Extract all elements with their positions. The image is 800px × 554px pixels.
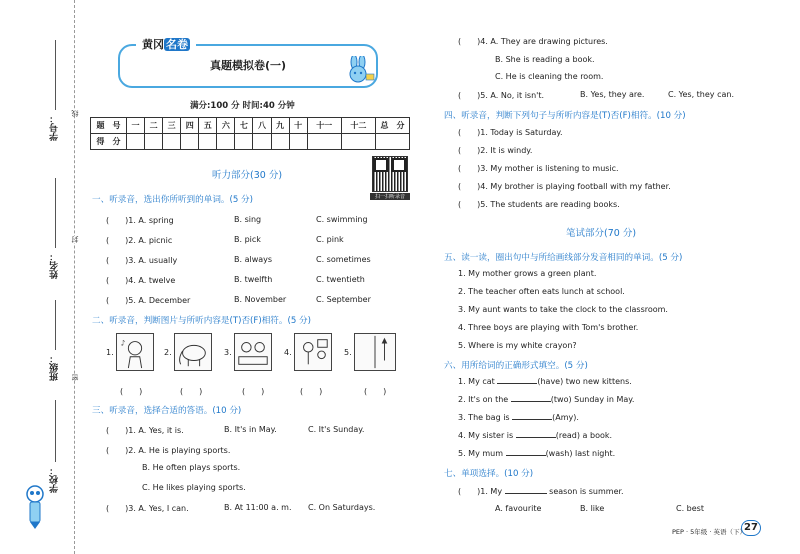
- s4-item-2: ( )2. It is windy.: [458, 146, 533, 155]
- page-number: 27: [741, 520, 761, 536]
- s3-q3-c: C. On Saturdays.: [308, 503, 376, 512]
- s6-item-3-post: (Amy).: [552, 413, 579, 422]
- svg-text:♪: ♪: [120, 338, 126, 348]
- s3-q3-a: ( )3. A. Yes, I can.: [106, 504, 189, 513]
- score-row-label: 得 分: [91, 134, 127, 150]
- class-label: 班级：: [49, 354, 60, 381]
- school-underline: [55, 400, 56, 462]
- score-cell: 十一: [307, 118, 341, 134]
- s7-q1: [458, 486, 624, 497]
- school-label: 学校：: [49, 466, 60, 493]
- seal-char-seal: 封: [71, 236, 79, 243]
- writing-section-title: 笔试部分(70 分): [566, 228, 637, 239]
- s5-item-4: 4. Three boys are playing with Tom's brother.: [458, 323, 639, 332]
- score-table: [90, 117, 410, 150]
- s2-num-2: 2.: [164, 348, 172, 357]
- s2-picture-4-basketball: [294, 333, 332, 371]
- s1-q1-c: C. swimming: [316, 215, 368, 224]
- s3-q5-a: ( )5. A. No, it isn't.: [458, 91, 545, 100]
- name-underline: [55, 178, 56, 248]
- s3-q4-b: B. She is reading a book.: [495, 55, 595, 64]
- s5-item-1: 1. My mother grows a green plant.: [458, 269, 597, 278]
- score-input-cell[interactable]: [235, 134, 253, 150]
- score-cell: 九: [271, 118, 289, 134]
- s6-item-5-post: (wash) last night.: [545, 449, 616, 458]
- score-cell: 总 分: [376, 118, 410, 134]
- s6-item-1-post: (have) two new kittens.: [537, 377, 632, 386]
- name-label: 姓名：: [49, 252, 60, 279]
- s7-q1-c: C. best: [676, 504, 704, 513]
- s2-picture-1-girl-music: [116, 333, 154, 371]
- score-cell: 五: [199, 118, 217, 134]
- s6-item-3-blank[interactable]: [512, 419, 552, 420]
- s6-item-2-pre: 2. It's on the: [458, 395, 511, 404]
- s6-item-2: [458, 395, 634, 404]
- qr-code-icon[interactable]: [372, 156, 408, 192]
- s1-q5-a: ( )5. A. December: [106, 296, 191, 305]
- s1-q5-b: B. November: [234, 295, 287, 304]
- s3-q4-c: C. He is cleaning the room.: [495, 72, 604, 81]
- s3-q1-c: C. It's Sunday.: [308, 425, 365, 434]
- s7-q1-a: A. favourite: [495, 504, 542, 513]
- score-input-cell[interactable]: [181, 134, 199, 150]
- score-input-cell[interactable]: [145, 134, 163, 150]
- logo-text-1: 黄冈: [142, 38, 164, 51]
- score-input-cell[interactable]: [376, 134, 410, 150]
- score-cell: 六: [217, 118, 235, 134]
- s1-q2-b: B. pick: [234, 235, 261, 244]
- score-cell: 四: [181, 118, 199, 134]
- section-4-title: 四、听录音，判断下列句子与所听内容是(T)否(F)相符。(10 分): [444, 111, 686, 121]
- s1-q3-c: C. sometimes: [316, 255, 371, 264]
- section-3-title: 三、听录音，选择合适的答语。(10 分): [92, 406, 242, 416]
- seal-char-secret: 密: [71, 374, 79, 381]
- score-table-score-row: [91, 134, 410, 150]
- s3-q1-b: B. It's in May.: [224, 425, 277, 434]
- class-underline: [55, 300, 56, 350]
- score-time-info: 满分:100 分 时间:40 分钟: [190, 101, 295, 111]
- s2-picture-5-door: [354, 333, 396, 371]
- s4-item-5: ( )5. The students are reading books.: [458, 200, 620, 209]
- s5-item-5: 5. Where is my white crayon?: [458, 341, 577, 350]
- s6-item-5: [458, 449, 615, 458]
- s2-num-5: 5.: [344, 348, 352, 357]
- s6-item-2-blank[interactable]: [511, 401, 551, 402]
- score-cell: 十二: [341, 118, 375, 134]
- s6-item-2-post: (two) Sunday in May.: [550, 395, 635, 404]
- qr-caption: 扫一扫听录音: [370, 193, 410, 200]
- paper-title: 真题模拟卷(一): [209, 59, 287, 72]
- score-input-cell[interactable]: [163, 134, 181, 150]
- s1-q5-c: C. September: [316, 295, 371, 304]
- s3-q2-b: B. He often plays sports.: [142, 463, 241, 472]
- s4-item-3: ( )3. My mother is listening to music.: [458, 164, 619, 173]
- s7-q1-blank[interactable]: [505, 493, 547, 494]
- s2-answer-4[interactable]: ( ): [300, 387, 323, 396]
- s6-item-1: [458, 377, 632, 386]
- seal-char-line: 线: [71, 110, 79, 117]
- s2-answer-3[interactable]: ( ): [242, 387, 265, 396]
- s1-q2-c: C. pink: [316, 235, 344, 244]
- s2-answer-1[interactable]: ( ): [120, 387, 143, 396]
- s1-q1-b: B. sing: [234, 215, 262, 224]
- s3-q1-a: ( )1. A. Yes, it is.: [106, 426, 184, 435]
- listening-section-title: 听力部分(30 分): [212, 170, 283, 181]
- logo-text-2: 名卷: [166, 38, 188, 51]
- s2-answer-5[interactable]: ( ): [364, 387, 387, 396]
- footer-label: PEP · 5年级 · 英语（下）: [672, 528, 746, 536]
- number-field: [48, 40, 62, 141]
- score-cell: 二: [145, 118, 163, 134]
- binding-dashed-line: [74, 0, 75, 554]
- s6-item-3: [458, 413, 579, 422]
- s7-q1-b: B. like: [580, 504, 605, 513]
- brand-logo: [136, 36, 196, 54]
- s2-num-3: 3.: [224, 348, 232, 357]
- s1-q2-a: ( )2. A. picnic: [106, 236, 173, 245]
- s6-item-5-pre: 5. My mum: [458, 449, 506, 458]
- s2-answer-2[interactable]: ( ): [180, 387, 203, 396]
- score-cell: 三: [163, 118, 181, 134]
- s3-q5-b: B. Yes, they are.: [580, 90, 645, 99]
- s6-item-1-blank[interactable]: [497, 383, 537, 384]
- score-input-cell[interactable]: [289, 134, 307, 150]
- score-cell: 十: [289, 118, 307, 134]
- s1-q4-c: C. twentieth: [316, 275, 365, 284]
- score-input-cell[interactable]: [127, 134, 145, 150]
- s5-item-3: 3. My aunt wants to take the clock to the classroom.: [458, 305, 668, 314]
- pencil-mascot-icon: [20, 482, 50, 530]
- s1-q3-a: ( )3. A. usually: [106, 256, 178, 265]
- score-input-cell[interactable]: [271, 134, 289, 150]
- s4-item-4: ( )4. My brother is playing football with my father.: [458, 182, 671, 191]
- section-1-title: 一、听录音，选出你所听到的单词。(5 分): [92, 195, 253, 205]
- score-cell: 题 号: [91, 118, 127, 134]
- s1-q4-b: B. twelfth: [234, 275, 273, 284]
- s6-item-4: [458, 431, 612, 440]
- s6-item-4-blank[interactable]: [516, 437, 556, 438]
- name-field: [48, 178, 62, 279]
- section-5-title: 五、读一读，圈出句中与所给画线部分发音相同的单词。(5 分): [444, 253, 683, 263]
- s1-q4-a: ( )4. A. twelve: [106, 276, 176, 285]
- s2-num-1: 1.: [106, 348, 114, 357]
- section-6-title: 六、用所给词的正确形式填空。(5 分): [444, 361, 588, 371]
- s6-item-3-pre: 3. The bag is: [458, 413, 513, 422]
- score-input-cell[interactable]: [217, 134, 235, 150]
- s3-q2-c: C. He likes playing sports.: [142, 483, 246, 492]
- s1-q3-b: B. always: [234, 255, 273, 264]
- s2-picture-3-classroom: [234, 333, 272, 371]
- school-field: [48, 400, 62, 493]
- rabbit-mascot-icon: [340, 56, 376, 86]
- section-2-title: 二、听录音，判断图片与所听内容是(T)否(F)相符。(5 分): [92, 316, 311, 326]
- class-field: [48, 300, 62, 381]
- score-cell: 七: [235, 118, 253, 134]
- s6-item-5-blank[interactable]: [506, 455, 546, 456]
- s2-picture-2-elephant: [174, 333, 212, 371]
- s3-q2-a: ( )2. A. He is playing sports.: [106, 446, 231, 455]
- s2-num-4: 4.: [284, 348, 292, 357]
- s6-item-1-pre: 1. My cat: [458, 377, 498, 386]
- score-input-cell[interactable]: [253, 134, 271, 150]
- s3-q4-a: ( )4. A. They are drawing pictures.: [458, 37, 608, 46]
- s3-q3-b: B. At 11:00 a. m.: [224, 503, 292, 512]
- s4-item-1: ( )1. Today is Saturday.: [458, 128, 563, 137]
- score-input-cell[interactable]: [341, 134, 375, 150]
- s5-item-2: 2. The teacher often eats lunch at school.: [458, 287, 625, 296]
- score-input-cell[interactable]: [199, 134, 217, 150]
- score-input-cell[interactable]: [307, 134, 341, 150]
- s7-q1-pre: ( )1. My: [458, 487, 503, 496]
- s6-item-4-pre: 4. My sister is: [458, 431, 516, 440]
- s7-q1-post: season is summer.: [549, 487, 624, 496]
- s3-q5-c: C. Yes, they can.: [668, 90, 734, 99]
- s1-q1-a: ( )1. A. spring: [106, 216, 174, 225]
- number-label: 学号：: [49, 114, 60, 141]
- section-7-title: 七、单项选择。(10 分): [444, 469, 534, 479]
- number-underline: [55, 40, 56, 110]
- score-cell: 八: [253, 118, 271, 134]
- score-cell: 一: [127, 118, 145, 134]
- score-table-header-row: [91, 118, 410, 134]
- s6-item-4-post: (read) a book.: [555, 431, 613, 440]
